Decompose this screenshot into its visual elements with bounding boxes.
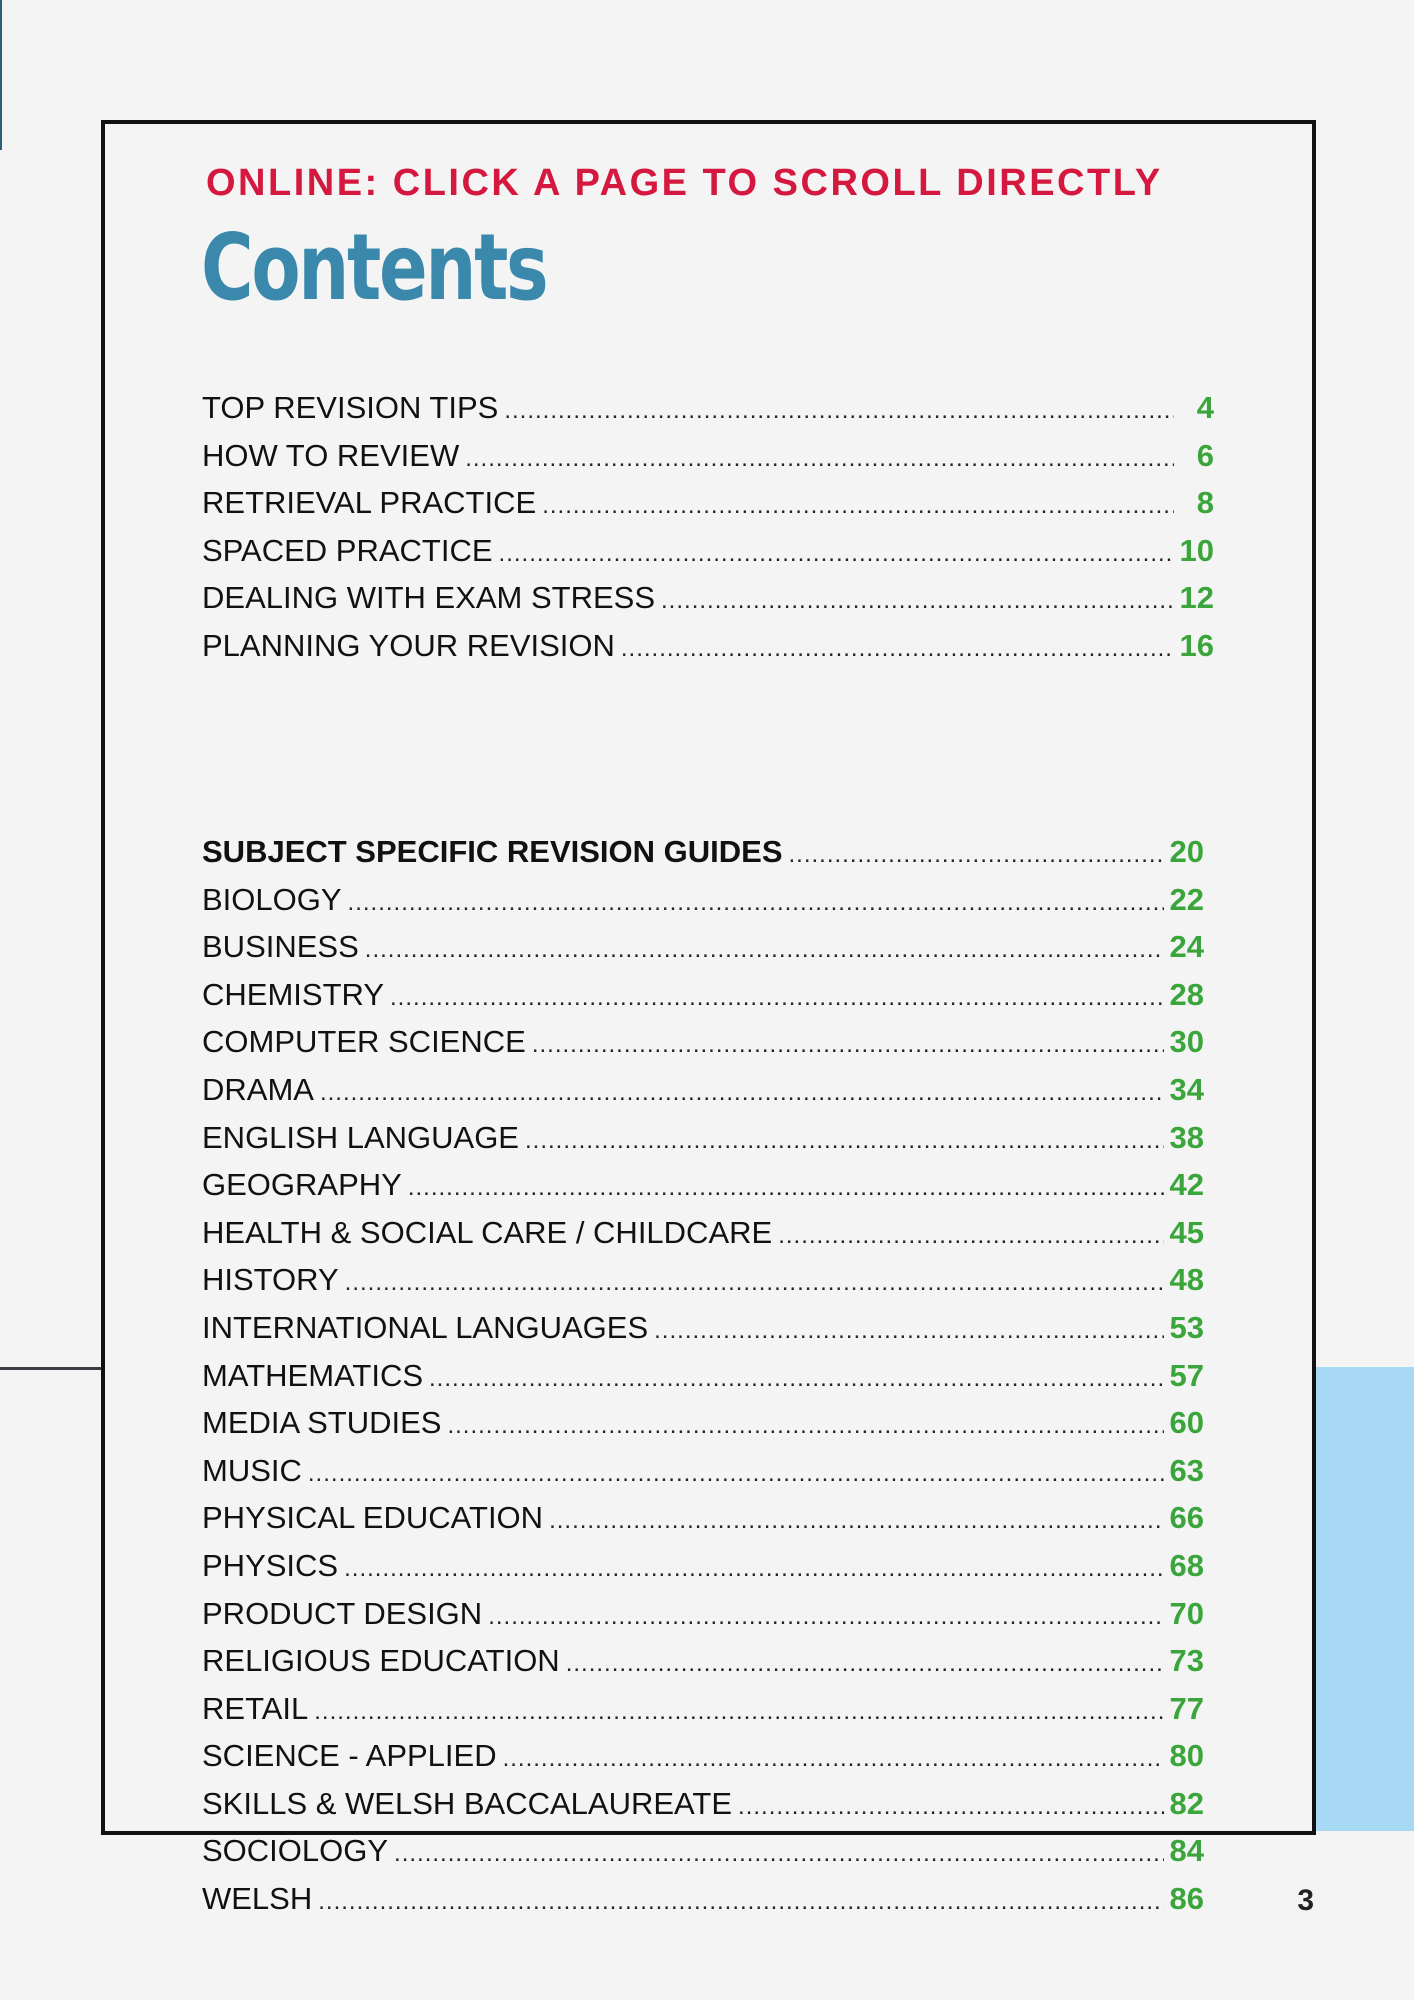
toc-entry[interactable] bbox=[202, 479, 1214, 527]
toc-entry[interactable] bbox=[202, 1827, 1204, 1875]
dot-leader bbox=[344, 1545, 1164, 1593]
toc-entry-page[interactable]: 45 bbox=[1169, 1214, 1204, 1250]
toc-entry-page[interactable]: 38 bbox=[1169, 1119, 1204, 1155]
toc-entry-label: HOW TO REVIEW bbox=[202, 437, 460, 473]
toc-entry[interactable] bbox=[202, 971, 1204, 1019]
dot-leader bbox=[348, 879, 1164, 927]
toc-entry-label: CHEMISTRY bbox=[202, 976, 385, 1012]
toc-entry-page[interactable]: 63 bbox=[1169, 1452, 1204, 1488]
toc-entry-page[interactable]: 28 bbox=[1169, 976, 1204, 1012]
dot-leader bbox=[738, 1783, 1164, 1831]
left-accent-bar bbox=[0, 0, 2, 150]
dot-leader bbox=[390, 974, 1164, 1022]
toc-entry-label: PHYSICS bbox=[202, 1547, 339, 1583]
side-color-block bbox=[1313, 1367, 1414, 1831]
dot-leader bbox=[394, 1830, 1164, 1878]
toc-entry[interactable] bbox=[202, 1685, 1204, 1733]
toc-entry-label: DRAMA bbox=[202, 1071, 314, 1107]
toc-entry-label: HISTORY bbox=[202, 1262, 339, 1298]
toc-entry-label: HEALTH & SOCIAL CARE / CHILDCARE bbox=[202, 1214, 773, 1250]
dot-leader bbox=[654, 1307, 1164, 1355]
toc-entry[interactable] bbox=[202, 1780, 1204, 1828]
toc-entry-page[interactable]: 68 bbox=[1169, 1547, 1204, 1583]
toc-entry-page[interactable]: 86 bbox=[1169, 1881, 1204, 1917]
dot-leader bbox=[532, 1021, 1164, 1069]
toc-entry-page[interactable]: 12 bbox=[1179, 580, 1214, 616]
toc-entry[interactable] bbox=[202, 923, 1204, 971]
toc-entry[interactable] bbox=[202, 1352, 1204, 1400]
toc-entry-label: MEDIA STUDIES bbox=[202, 1405, 442, 1441]
toc-entry-label: RETRIEVAL PRACTICE bbox=[202, 485, 537, 521]
toc-entry[interactable] bbox=[202, 1494, 1204, 1542]
dot-leader bbox=[465, 435, 1174, 483]
toc-heading-page[interactable]: 20 bbox=[1169, 834, 1204, 869]
dot-leader bbox=[308, 1450, 1164, 1498]
toc-entry-label: PHYSICAL EDUCATION bbox=[202, 1500, 544, 1536]
toc-entry-label: TOP REVISION TIPS bbox=[202, 390, 499, 425]
toc-entry[interactable] bbox=[202, 527, 1214, 575]
toc-entry[interactable] bbox=[202, 876, 1204, 924]
toc-entry[interactable] bbox=[202, 384, 1214, 432]
dot-leader bbox=[661, 577, 1174, 625]
toc-entry-page[interactable]: 24 bbox=[1169, 929, 1204, 965]
toc-entry-page[interactable]: 4 bbox=[1196, 390, 1214, 425]
online-instruction: ONLINE: CLICK A PAGE TO SCROLL DIRECTLY bbox=[206, 162, 1163, 204]
toc-entry[interactable] bbox=[202, 1542, 1204, 1590]
toc-heading-label: SUBJECT SPECIFIC REVISION GUIDES bbox=[202, 834, 783, 869]
dot-leader bbox=[318, 1878, 1164, 1926]
dot-leader bbox=[488, 1593, 1164, 1641]
dot-leader bbox=[621, 625, 1174, 673]
toc-entry-page[interactable]: 8 bbox=[1196, 485, 1214, 521]
toc-entry-label: MATHEMATICS bbox=[202, 1357, 424, 1393]
toc-entry-label: RETAIL bbox=[202, 1690, 309, 1726]
toc-entry-label: INTERNATIONAL LANGUAGES bbox=[202, 1309, 649, 1345]
toc-entry[interactable] bbox=[202, 1256, 1204, 1304]
dot-leader bbox=[429, 1355, 1164, 1403]
toc-entry-page[interactable]: 53 bbox=[1169, 1309, 1204, 1345]
toc-entry-label: BIOLOGY bbox=[202, 881, 342, 917]
subject-toc-list bbox=[202, 828, 1204, 1923]
toc-entry[interactable] bbox=[202, 1018, 1204, 1066]
toc-entry-label: SKILLS & WELSH BACCALAUREATE bbox=[202, 1785, 733, 1821]
page-number: 3 bbox=[1297, 1884, 1314, 1917]
dot-leader bbox=[408, 1164, 1164, 1212]
dot-leader bbox=[365, 926, 1164, 974]
toc-entry[interactable] bbox=[202, 622, 1214, 670]
toc-entry-label: PLANNING YOUR REVISION bbox=[202, 627, 615, 663]
dot-leader bbox=[345, 1259, 1164, 1307]
toc-entry[interactable] bbox=[202, 1637, 1204, 1685]
left-divider-line bbox=[0, 1367, 102, 1370]
page-title: Contents bbox=[201, 214, 547, 321]
toc-entry[interactable] bbox=[202, 1066, 1204, 1114]
toc-entry-page[interactable]: 34 bbox=[1169, 1071, 1204, 1107]
toc-entry-page[interactable]: 66 bbox=[1169, 1500, 1204, 1536]
toc-entry-page[interactable]: 22 bbox=[1169, 881, 1204, 917]
dot-leader bbox=[778, 1212, 1164, 1260]
toc-entry-page[interactable]: 48 bbox=[1169, 1262, 1204, 1298]
toc-entry-label: ENGLISH LANGUAGE bbox=[202, 1119, 519, 1155]
toc-entry-page[interactable]: 77 bbox=[1169, 1690, 1204, 1726]
toc-entry[interactable] bbox=[202, 1399, 1204, 1447]
toc-entry[interactable] bbox=[202, 1209, 1204, 1257]
dot-leader bbox=[447, 1402, 1164, 1450]
toc-entry-label: WELSH bbox=[202, 1881, 313, 1917]
dot-leader bbox=[549, 1497, 1164, 1545]
toc-entry-page[interactable]: 6 bbox=[1196, 437, 1214, 473]
dot-leader bbox=[789, 831, 1165, 879]
toc-entry-page[interactable]: 70 bbox=[1169, 1595, 1204, 1631]
toc-entry-label: GEOGRAPHY bbox=[202, 1167, 402, 1203]
toc-section-heading[interactable] bbox=[202, 828, 1204, 876]
toc-entry-label: PRODUCT DESIGN bbox=[202, 1595, 483, 1631]
dot-leader bbox=[314, 1688, 1164, 1736]
dot-leader bbox=[566, 1640, 1164, 1688]
toc-entry[interactable] bbox=[202, 1447, 1204, 1495]
toc-entry-page[interactable]: 73 bbox=[1169, 1643, 1204, 1679]
toc-entry-label: SCIENCE - APPLIED bbox=[202, 1738, 497, 1774]
toc-entry[interactable] bbox=[202, 1114, 1204, 1162]
toc-entry-page[interactable]: 84 bbox=[1169, 1833, 1204, 1869]
toc-entry[interactable] bbox=[202, 1590, 1204, 1638]
dot-leader bbox=[499, 530, 1174, 578]
toc-entry-label: RELIGIOUS EDUCATION bbox=[202, 1643, 560, 1679]
toc-entry-label: COMPUTER SCIENCE bbox=[202, 1024, 526, 1060]
contents-frame bbox=[101, 120, 1316, 1917]
toc-entry-label: SPACED PRACTICE bbox=[202, 532, 493, 568]
toc-entry[interactable] bbox=[202, 1875, 1204, 1923]
toc-entry[interactable] bbox=[202, 1161, 1204, 1209]
toc-entry[interactable] bbox=[202, 574, 1214, 622]
toc-entry-page[interactable]: 16 bbox=[1179, 627, 1214, 663]
toc-entry-label: BUSINESS bbox=[202, 929, 359, 965]
dot-leader bbox=[503, 1735, 1164, 1783]
toc-entry-label: SOCIOLOGY bbox=[202, 1833, 389, 1869]
dot-leader bbox=[542, 482, 1174, 530]
toc-entry-page[interactable]: 42 bbox=[1169, 1167, 1204, 1203]
toc-entry-page[interactable]: 10 bbox=[1179, 532, 1214, 568]
toc-entry[interactable] bbox=[202, 1732, 1204, 1780]
toc-entry-page[interactable]: 82 bbox=[1169, 1785, 1204, 1821]
toc-entry-label: MUSIC bbox=[202, 1452, 302, 1488]
toc-entry[interactable] bbox=[202, 1304, 1204, 1352]
dot-leader bbox=[504, 387, 1174, 435]
toc-entry-label: DEALING WITH EXAM STRESS bbox=[202, 580, 656, 616]
toc-entry-page[interactable]: 80 bbox=[1169, 1738, 1204, 1774]
dot-leader bbox=[525, 1117, 1164, 1165]
toc-entry-page[interactable]: 57 bbox=[1169, 1357, 1204, 1393]
toc-entry[interactable] bbox=[202, 432, 1214, 480]
toc-entry-page[interactable]: 60 bbox=[1169, 1405, 1204, 1441]
dot-leader bbox=[320, 1069, 1164, 1117]
general-toc-list bbox=[202, 384, 1214, 670]
toc-entry-page[interactable]: 30 bbox=[1169, 1024, 1204, 1060]
